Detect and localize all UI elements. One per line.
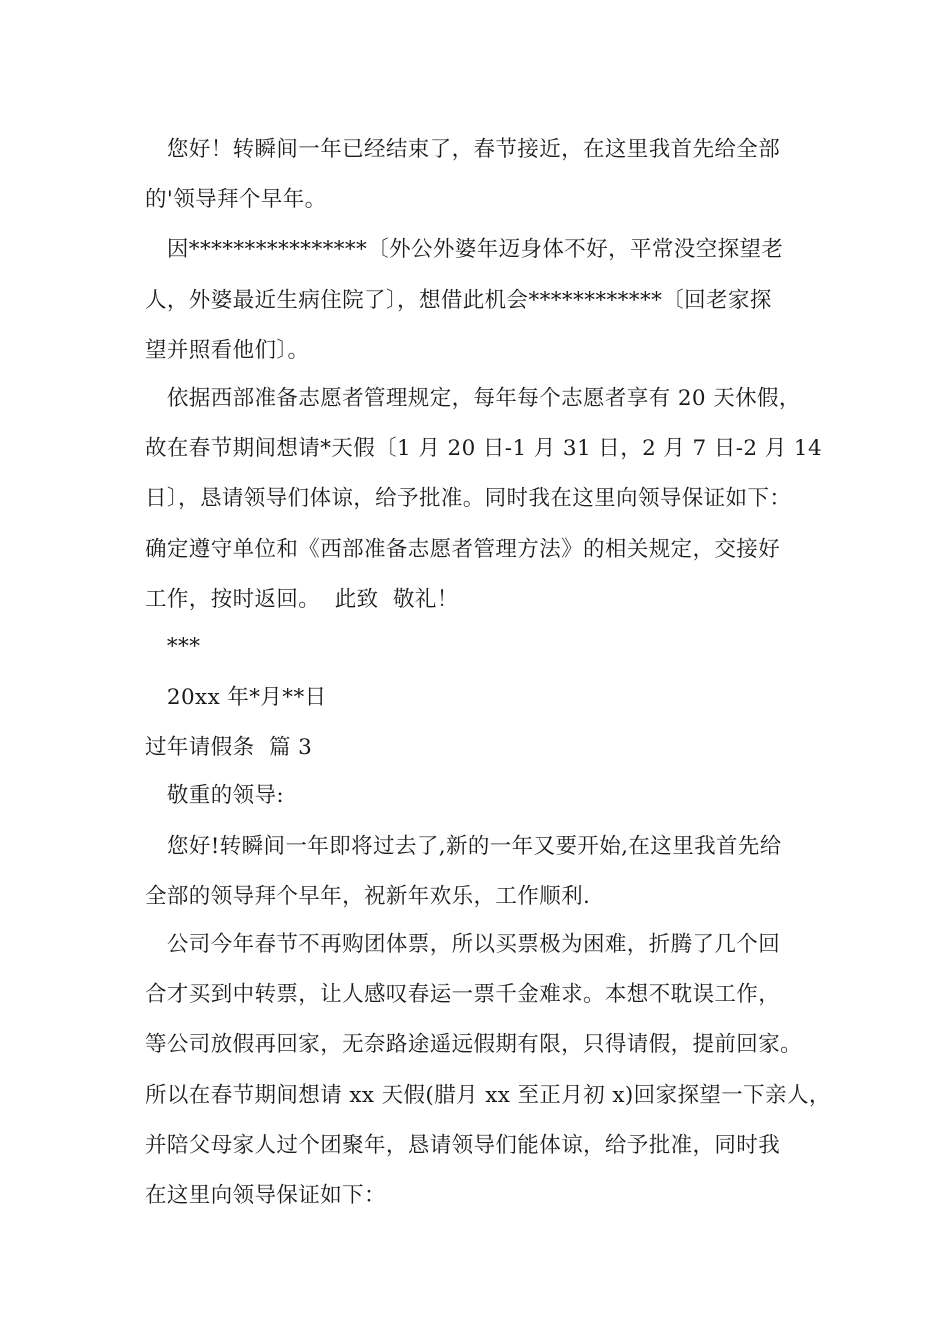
salutation: 敬重的领导: (145, 783, 285, 808)
text-line: 日〕，恳请领导们体谅，给予批准。同时我在这里向领导保证如下： (145, 486, 792, 511)
text-line: 并陪父母家人过个团聚年，恳请领导们能体谅，给予批准，同时我 (145, 1133, 781, 1158)
text-line: 的'领导拜个早年。 (145, 187, 327, 212)
text-line: 工作，按时返回。 此致 敬礼！ (145, 587, 459, 612)
text-line: 在这里向领导保证如下： (145, 1183, 386, 1208)
text-line: 所以在春节期间想请 xx 天假(腊月 xx 至正月初 x)回家探望一下亲人， (145, 1083, 831, 1108)
text-line: 您好!转瞬间一年即将过去了,新的一年又要开始,在这里我首先给 (145, 834, 782, 859)
text-line: 全部的领导拜个早年，祝新年欢乐，工作顺利. (145, 884, 591, 909)
date-line: 20xx 年*月**日 (145, 685, 327, 710)
text-line: 您好！转瞬间一年已经结束了，春节接近，在这里我首先给全部 (145, 137, 781, 162)
text-line: 等公司放假再回家，无奈路途遥远假期有限，只得请假，提前回家。 (145, 1032, 803, 1057)
text-line: 望并照看他们〕。 (145, 338, 310, 363)
text-line: 合才买到中转票，让人感叹春运一票千金难求。本想不耽误工作， (145, 982, 781, 1007)
text-line: *** (145, 634, 201, 659)
text-line: 依据西部准备志愿者管理规定，每年每个志愿者享有 20 天休假， (145, 386, 801, 411)
text-line: 人，外婆最近生病住院了〕，想借此机会************〔回老家探 (145, 288, 772, 313)
section-heading: 过年请假条 篇 3 (145, 735, 313, 760)
text-line: 因****************〔外公外婆年迈身体不好，平常没空探望老 (145, 237, 784, 262)
text-line: 故在春节期间想请*天假〔1 月 20 日-1 月 31 日，2 月 7 日-2 月 14 (145, 436, 823, 461)
text-line: 确定遵守单位和《西部准备志愿者管理方法》的相关规定，交接好 (145, 537, 781, 562)
text-line: 公司今年春节不再购团体票，所以买票极为困难，折腾了几个回 (145, 932, 781, 957)
